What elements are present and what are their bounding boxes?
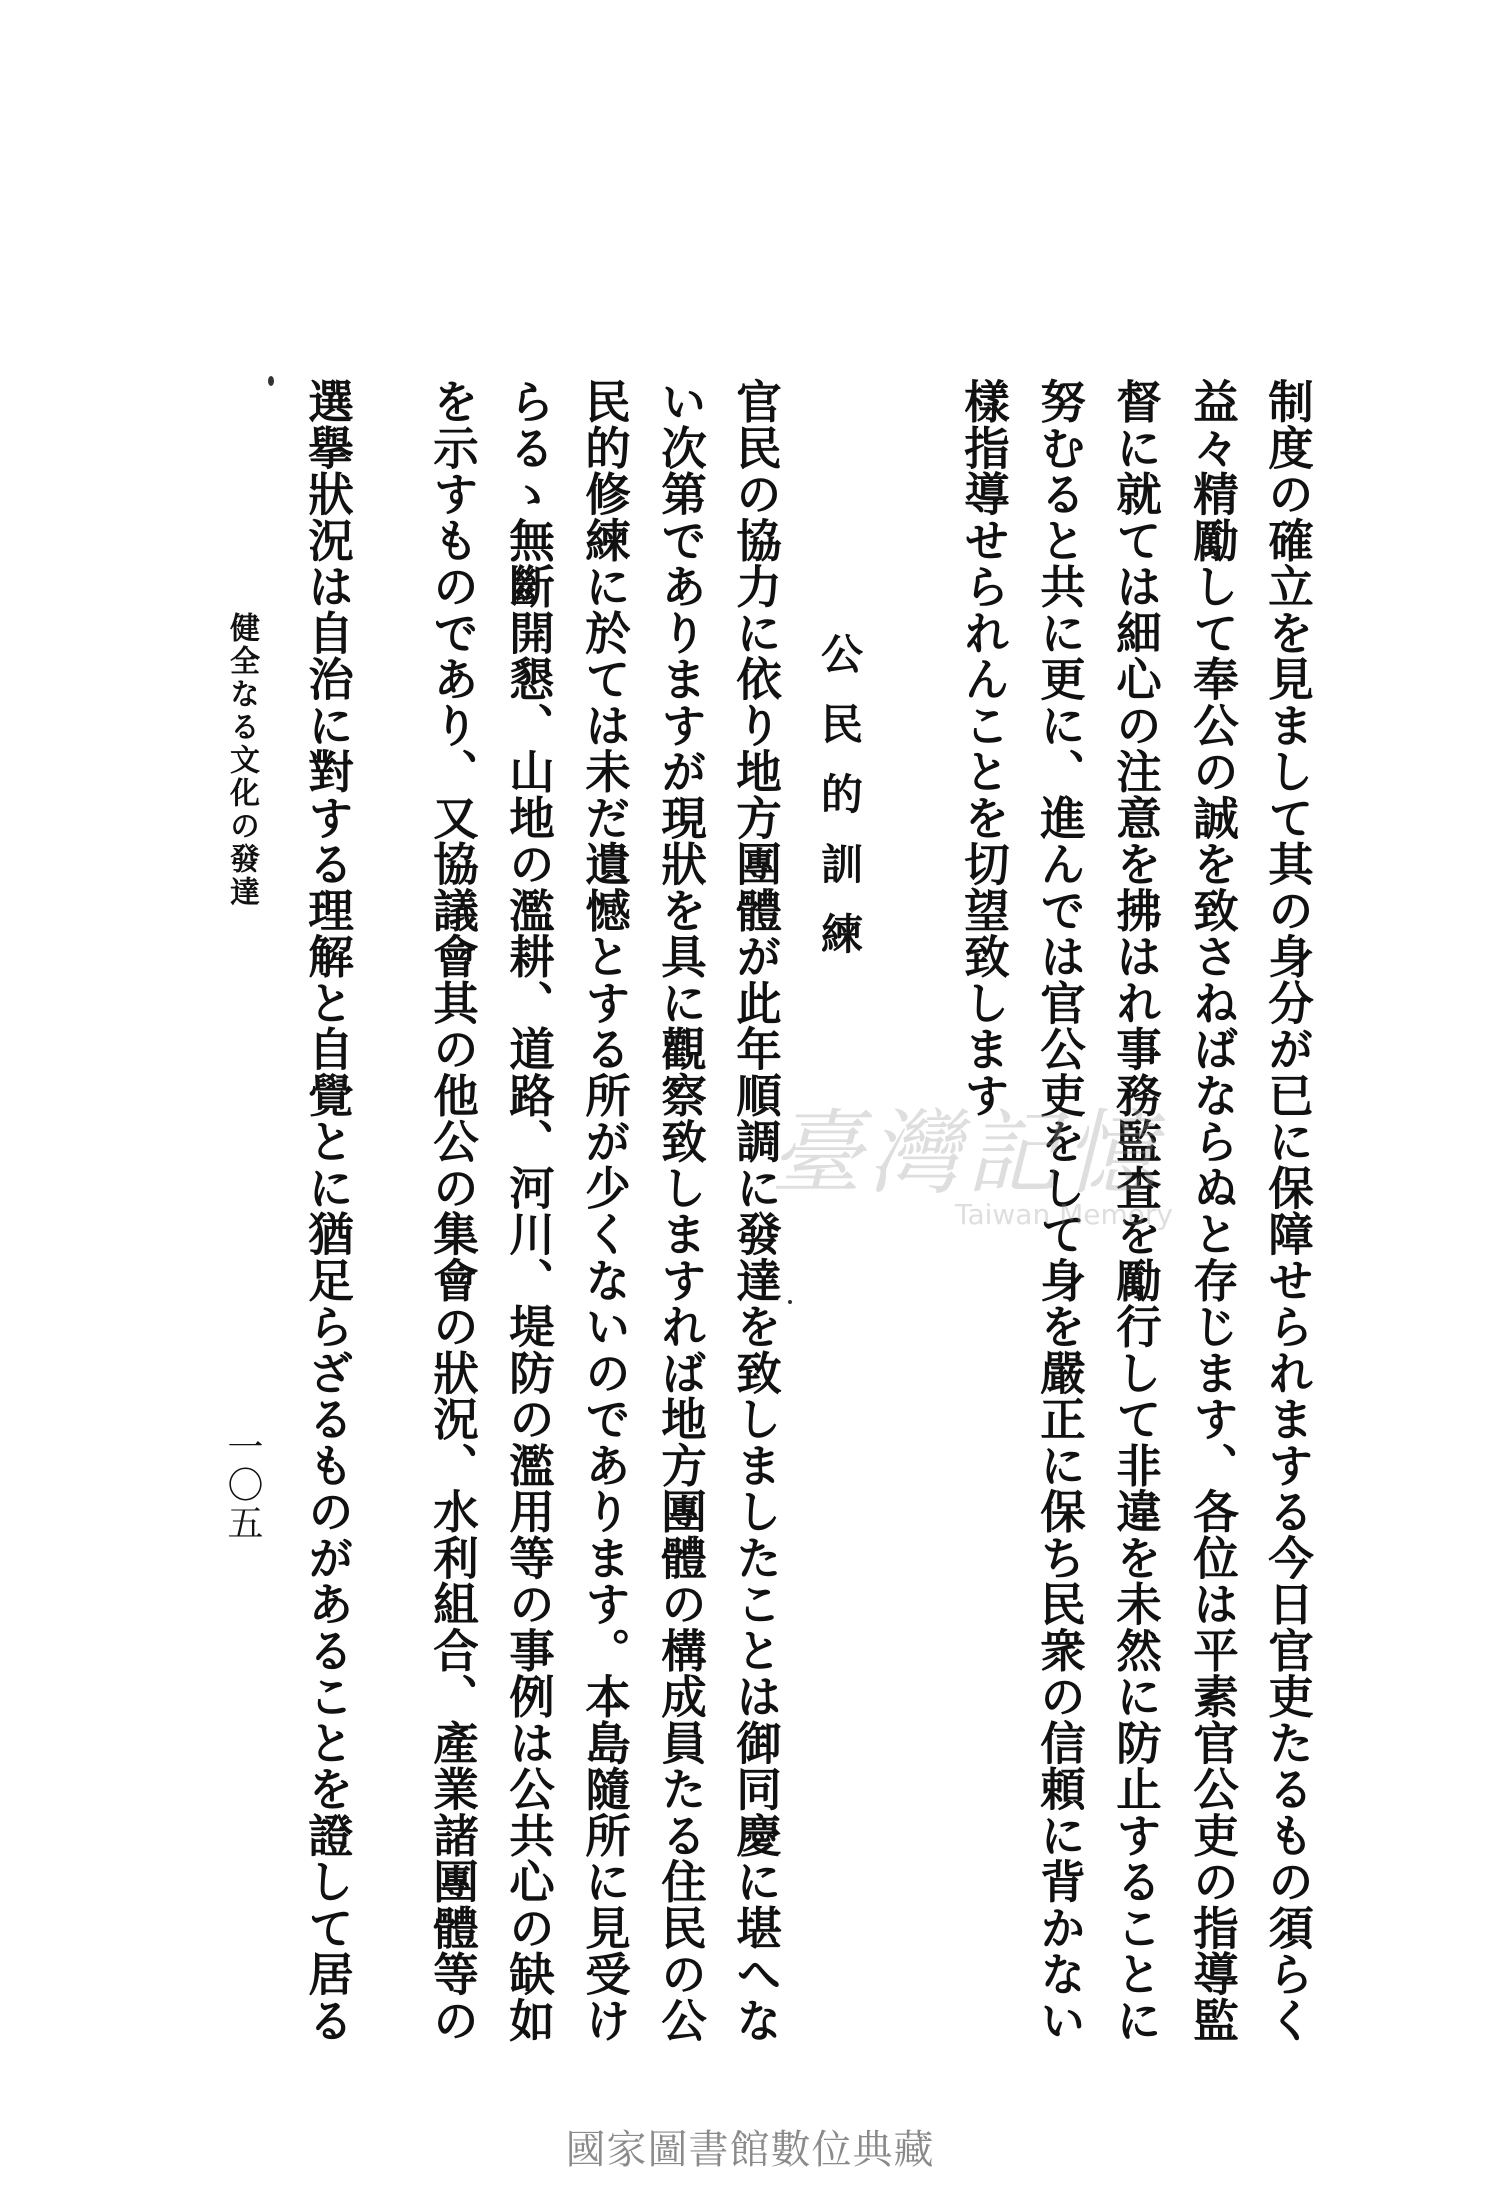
text-column-11: 選擧狀況は自治に對する理解と自覺とに猶足らざるものがあることを證して居る — [301, 378, 356, 2043]
section-heading: 公民的訓練 — [815, 632, 864, 982]
text-column-2: 益々精勵して奉公の誠を致さねばならぬと存じます、各位は平素官公吏の指導監 — [1186, 378, 1241, 2043]
page-number: 一〇五 — [222, 1428, 263, 1542]
text-column-8: 民的修練に於ては未だ遺憾とする所が少くないのであります。本島隨所に見受け — [578, 378, 633, 2043]
text-column-9: らるゝ無斷開懇、山地の濫耕、道路、河川、堤防の濫用等の事例は公共心の缺如 — [502, 378, 557, 2043]
text-column-5: 樣指導せられんことを切望致します — [957, 378, 1012, 1118]
text-column-4: 努むると共に更に、進んでは官公吏をして身を嚴正に保ち民衆の信頼に背かない — [1033, 378, 1088, 2043]
scan-speck — [788, 1300, 792, 1304]
archive-footer-label: 國家圖書館數位典藏 — [565, 2127, 935, 2173]
watermark-sub-text: Taiwan Memory — [955, 1198, 1173, 1231]
running-title: 健全なる文化の發達 — [224, 612, 259, 909]
watermark-script-text: 臺灣記憶 — [770, 1100, 1163, 1207]
text-column-7: い次第でありますが現狀を具に觀察致しますれば地方團體の構成員たる住民の公 — [654, 378, 709, 2043]
text-column-10: を示すものであり、又協議會其の他公の集會の狀況、水利組合、產業諸團體等の — [426, 378, 481, 2043]
scan-speck — [268, 376, 274, 386]
text-column-1: 制度の確立を見まして其の身分が已に保障せられまする今日官吏たるもの須らく — [1261, 378, 1316, 2043]
text-column-3: 督に就ては細心の注意を拂はれ事務監査を勵行して非違を未然に防止することに — [1109, 378, 1164, 2043]
text-column-6: 官民の協力に依り地方團體が此年順調に發達を致しましたことは御同慶に堪へな — [729, 378, 784, 2043]
